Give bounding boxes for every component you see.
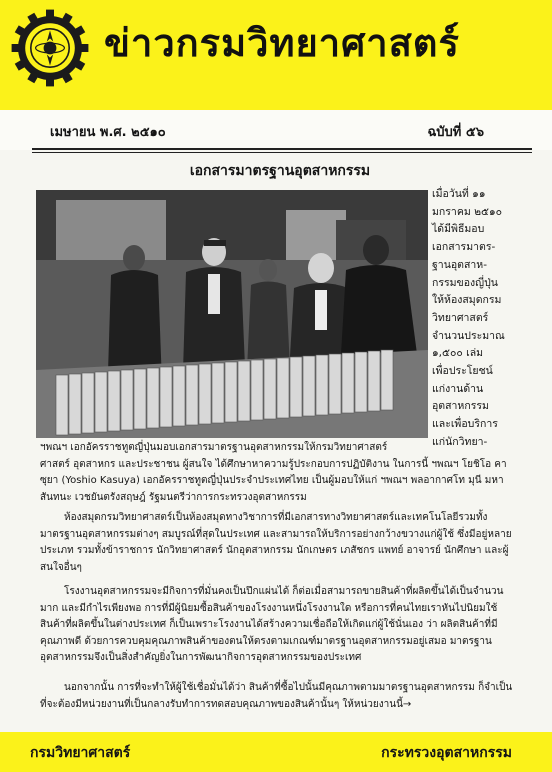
issue-date: เมษายน พ.ศ. ๒๕๑๐ [50, 125, 166, 140]
photo-caption: ฯพณฯ เอกอัครราชทูตญี่ปุ่นมอบเอกสารมาตรฐานอุตสาหกรรมให้กรมวิทยาศาสตร์ [40, 442, 388, 453]
top-divider-thin [32, 152, 532, 153]
side-line: เอกสารมาตร- [432, 241, 496, 254]
side-line: ฐานอุตสาห- [432, 258, 488, 271]
footer-ministry: กระทรวงอุตสาหกรรม [381, 745, 512, 761]
side-line: และเพื่อบริการ [432, 418, 498, 431]
issue-number: ฉบับที่ ๕๖ [427, 125, 484, 140]
side-line: ๑,๕๐๐ เล่ม [432, 347, 484, 360]
paragraph-4: นอกจากนั้น การที่จะทำให้ผู้ใช้เชื่อมั่นได้ว่า สินค้าที่ซื้อไปนั้นมีคุณภาพตามมาตรฐานอุตสาหกรรม ก็จำเป็นที่จะต้องมีหน่วยงานที่เป็นกลางรับทำการทดสอบคุณภาพของสินค้านั้นๆ ให้หน่วยงานนี้→ [40, 682, 513, 710]
footer-banner [0, 732, 552, 772]
side-line: จำนวนประมาณ [432, 329, 505, 342]
side-line: แก่นักวิทยา- [432, 435, 488, 448]
paragraph-2: ห้องสมุดกรมวิทยาศาสตร์เป็นห้องสมุดทางวิชาการที่มีเอกสารทางวิทยาศาสตร์และเทคโนโลยีรวมทั้งมาตรฐานอุตสาหกรรมต่างๆ สมบูรณ์ที่สุดในประเทศ และสามารถให้บริการอย่างกว้างขวางแก่ผู้ใช้ ซึ่งมีอยู่หลายประเภท รวมทั้งข้าราชการ นักวิทยาศาสตร์ นักอุตสาหกรรม นักเกษตร เภสัชกร แพทย์ อาจารย์ นักศึกษา และผู้สนใจอื่นๆ [40, 512, 512, 573]
side-line: มกราคม ๒๕๑๐ [432, 205, 503, 218]
ceremony-photo [36, 190, 428, 438]
photo-caption-block [40, 440, 518, 506]
side-line: แก่งานด้าน [432, 382, 484, 395]
side-line: ให้ห้องสมุดกรม [432, 294, 502, 307]
issue-info-bar [0, 110, 552, 150]
side-line: อุตสาหกรรม [432, 400, 489, 413]
paragraph-3-block [40, 584, 518, 667]
article-title: เอกสารมาตรฐานอุตสาหกรรม [189, 163, 371, 179]
top-divider [32, 148, 532, 150]
paragraph-4-block [40, 680, 518, 713]
side-line: กรรมของญี่ปุ่น [432, 276, 498, 289]
paragraph-3: โรงงานอุตสาหกรรมจะมีกิจการที่มั่นคงเป็นปึกแผ่นได้ ก็ต่อเมื่อสามารถขายสินค้าที่ผลิตขึ้นได้เป็นจำนวนมาก และมีกำไรเพียงพอ การที่มีผู้นิยมซื้อสินค้าของโรงงานหนึ่งโรงงานใด หรือการที่คนไทยเราหันไปนิยมใช้สินค้าที่ผลิตขึ้นในต่างประเทศ ก็เป็นเพราะโรงงานได้สร้างความเชื่อถือให้เกิดแก่ผู้ใช้นั่นเอง ว่า ผลิตสินค้าที่มีคุณภาพดี ด้วยการควบคุมคุณภาพสินค้าของตนให้ตรงตามเกณฑ์มาตรฐานอุตสาหกรรมอยู่เสมอ มาตรฐานอุตสาหกรรมจึงเป็นสิ่งสำคัญยิ่งในการพัฒนากิจการอุตสาหกรรมของประเทศ [40, 586, 504, 663]
side-line: เพื่อประโยชน์ [432, 365, 493, 378]
side-column-text [432, 186, 524, 452]
paragraph-1-continued: ศาสตร์ อุตสาหกร และประชาชน ผู้สนใจ ได้ศึกษาหาความรู้ประกอบการปฏิบัติงาน ในการนี้ ฯพณฯ โยชิโอ คาซุยา (Yoshio Kasuya) เอกอัครราชทูตญี่ปุ่นประจำประเทศไทย เป็นผู้มอบให้แก่ ฯพณฯ พลอากาศโท มุนี มหาสันทนะ เวชยันตรังสฤษฎ์ รัฐมนตรีว่าการกระทรวงอุตสาหกรรม [40, 458, 507, 503]
masthead-title: ข่าวกรมวิทยาศาสตร์ [104, 21, 460, 65]
paragraph-2-block [40, 510, 518, 576]
ministry-seal-icon [10, 8, 90, 88]
masthead-banner [0, 0, 552, 110]
side-line: ได้มีพิธีมอบ [432, 223, 485, 236]
side-line: เมื่อวันที่ ๑๑ [432, 188, 486, 200]
side-line: วิทยาศาสตร์ [432, 311, 489, 324]
footer-department: กรมวิทยาศาสตร์ [30, 745, 131, 761]
